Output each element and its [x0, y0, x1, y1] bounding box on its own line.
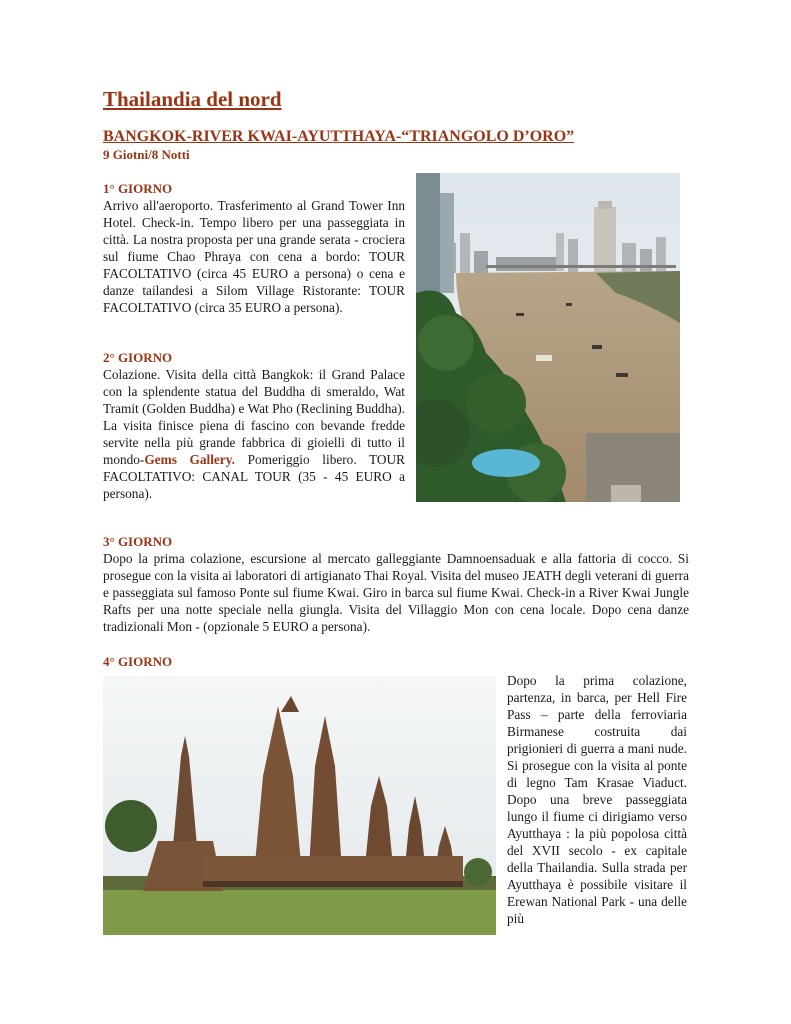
day-3-heading: 3° GIORNO — [103, 534, 173, 549]
day-2-text-end: Pomeriggio libero. TOUR FACOLTATIVO: CANAL TOUR (35 - 45 EURO a persona). — [103, 452, 406, 501]
itinerary-subtitle: BANGKOK-RIVER KWAI-AYUTTHAYA-“TRIANGOLO D’ORO” — [103, 128, 575, 145]
day-1-heading: 1° GIORNO — [103, 181, 173, 196]
day-2-text-main: Colazione. Visita della città Bangkok: il Grand Palace con la splendente statua del Buddha di smeraldo, Wat Tramit (Golden Buddha) e Wat Pho (Reclining Buddha). La visita finisce piena di fascino con bevande fredde servite nella più grande fabbrica di gioielli di tutto il mondo- — [103, 367, 405, 467]
day-2-heading: 2° GIORNO — [103, 350, 173, 365]
day-1-text: Arrivo all'aeroporto. Trasferimento al Grand Tower Inn Hotel. Check-in. Tempo libero per una passeggiata in città. La nostra proposta per una grande serata - crociera sul fiume Chao Phraya con cena a bordo: TOUR FACOLTATIVO (circa 45 EURO a persona) o cena e danze tailandesi a Silom Village Ristorante: TOUR FACOLTATIVO (circa 35 EURO a persona). — [103, 198, 405, 315]
day-4-text: Dopo la prima colazione, partenza, in barca, per Hell Fire Pass – parte della ferroviaria Birmanese costruita dai prigionieri di guerra a mani nude. Si prosegue con la visita al ponte di legno Tam Krasae Viaduct. Dopo una breve passeggiata lungo il fiume ci dirigiamo verso Ayutthaya : la più popolosa città del XVII secolo - ex capitale della Thailandia. Sulla strada per Ayutthaya è possibile visitare il Erewan National Park - una delle più — [507, 673, 687, 926]
page-title: Thailandia del nord — [103, 87, 282, 111]
bangkok-river-photo — [416, 173, 680, 502]
gems-gallery-highlight: Gems Gallery. — [144, 452, 235, 467]
ayutthaya-temple-photo — [103, 676, 496, 935]
duration-label: 9 Giotni/8 Notti — [103, 147, 190, 162]
day-2-section — [103, 349, 405, 502]
day-1-section — [103, 180, 405, 316]
day-3-text: Dopo la prima colazione, escursione al mercato galleggiante Damnoensaduak e alla fattoria di cocco. Si prosegue con la visita ai laboratori di artigianato Thai Royal. Visita del museo JEATH degli veterani di guerra e passeggiata sul famoso Ponte sul fiume Kwai. Giro in barca sul fiume Kwai. Check-in a River Kwai Jungle Rafts per una notte speciale nella giungla. Visita del Villaggio Mon con cena locale. Dopo cena danze tradizionali Mon - (opzionale 5 EURO a persona). — [103, 551, 689, 634]
day-4-heading: 4° GIORNO — [103, 654, 173, 669]
day-3-section — [103, 533, 689, 635]
day-2-text — [103, 366, 405, 502]
